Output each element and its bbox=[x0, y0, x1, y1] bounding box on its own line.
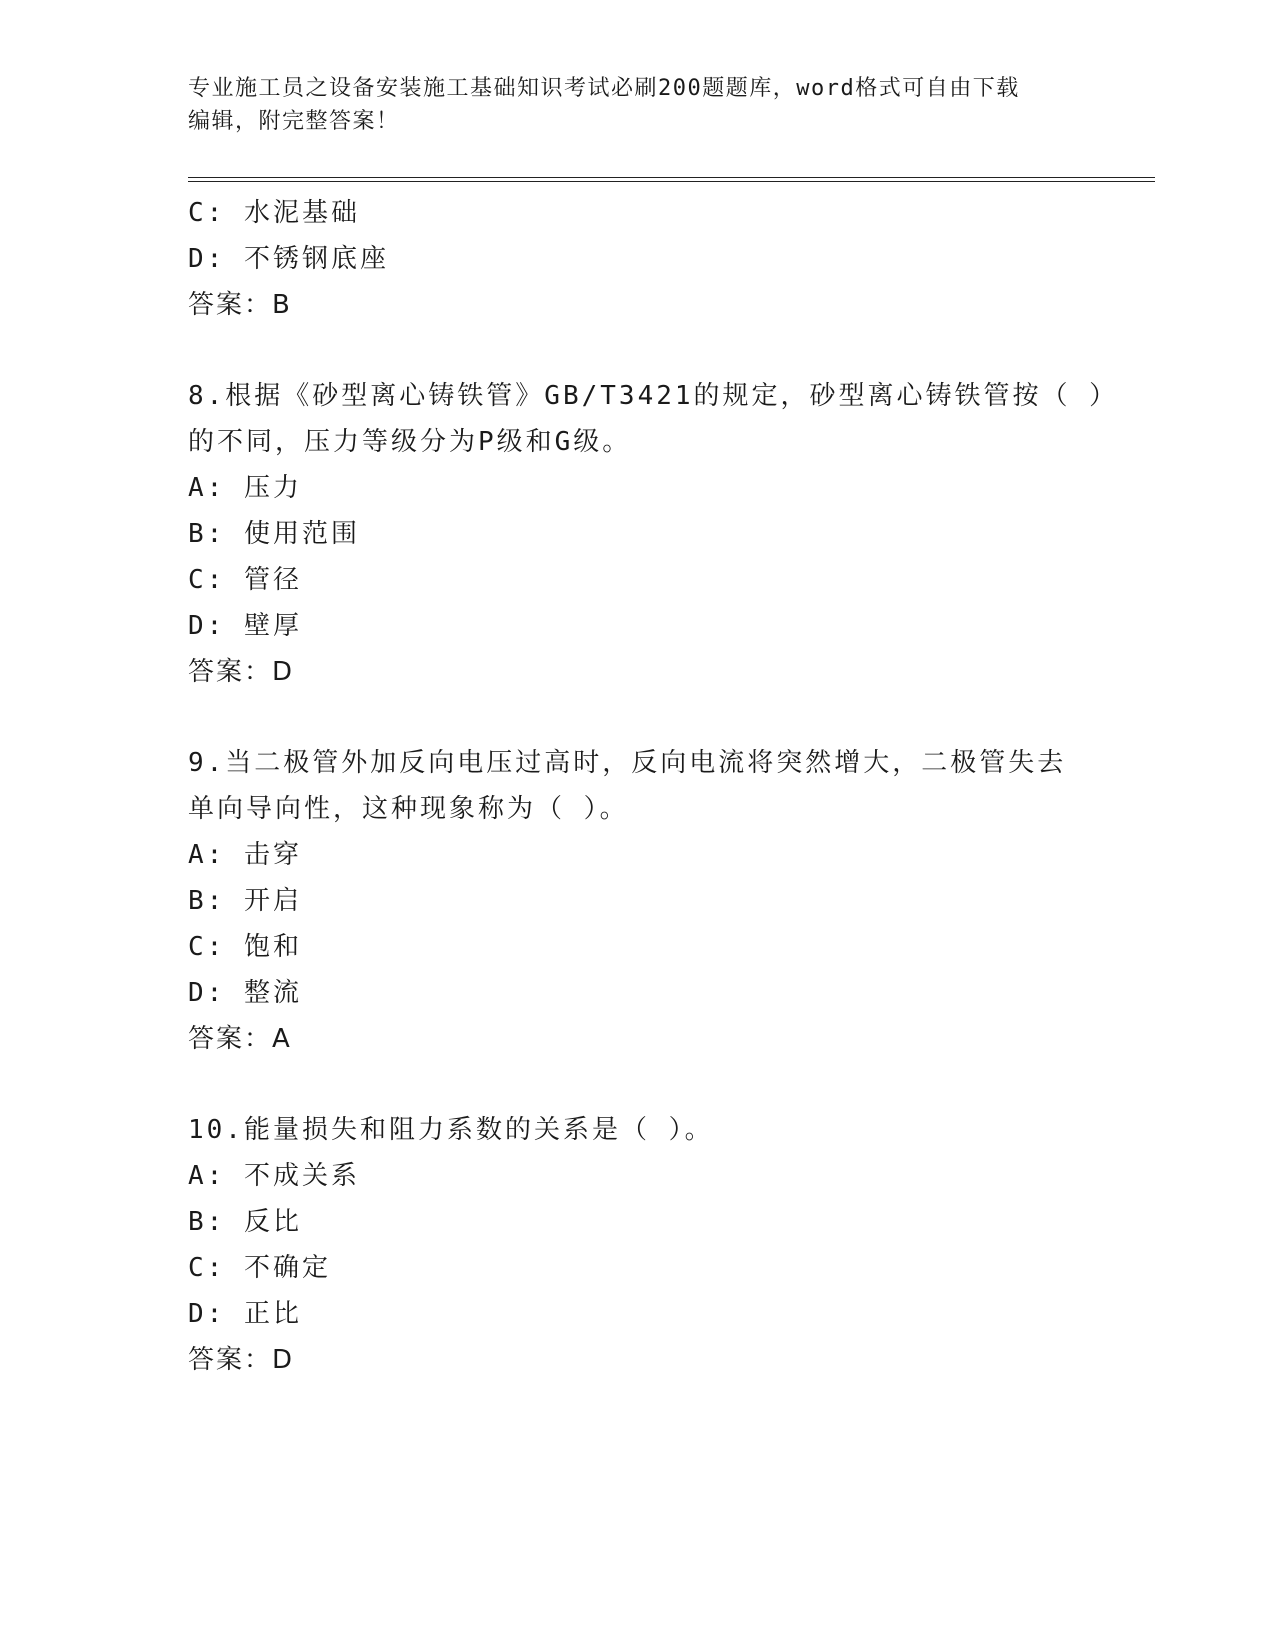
question-stem-line: 的不同，压力等级分为P级和G级。 bbox=[188, 427, 632, 457]
option-d: D: 不锈钢底座 bbox=[188, 244, 389, 274]
question-stem-line: 10.能量损失和阻力系数的关系是（ ）。 bbox=[188, 1115, 714, 1145]
question-block-10 bbox=[188, 1107, 1108, 1383]
option-c: C: 管径 bbox=[188, 565, 302, 595]
option-c: C: 饱和 bbox=[188, 932, 302, 962]
question-list bbox=[188, 190, 1119, 1383]
option-b: B: 反比 bbox=[188, 1207, 302, 1237]
option-c: C: 不确定 bbox=[188, 1253, 331, 1283]
header-line-2: 编辑，附完整答案！ bbox=[188, 109, 400, 134]
page-header bbox=[188, 72, 1068, 138]
answer-line: 答案：D bbox=[188, 657, 295, 687]
option-b: B: 使用范围 bbox=[188, 519, 360, 549]
option-a: A: 压力 bbox=[188, 473, 302, 503]
answer-line: 答案：B bbox=[188, 290, 292, 320]
question-stem-line: 8.根据《砂型离心铸铁管》GB/T3421的规定，砂型离心铸铁管按（ ） bbox=[188, 381, 1119, 411]
question-block-8 bbox=[188, 373, 1119, 695]
question-stem-line: 单向导向性，这种现象称为（ ）。 bbox=[188, 794, 629, 824]
header-line-1: 专业施工员之设备安装施工基础知识考试必刷200题题库，word格式可自由下载 bbox=[188, 76, 1020, 101]
option-a: A: 不成关系 bbox=[188, 1161, 360, 1191]
header-divider bbox=[188, 177, 1155, 182]
question-block-9 bbox=[188, 740, 1108, 1062]
question-stem-line: 9.当二极管外加反向电压过高时，反向电流将突然增大，二极管失去 bbox=[188, 748, 1067, 778]
answer-line: 答案：D bbox=[188, 1345, 295, 1375]
option-b: B: 开启 bbox=[188, 886, 302, 916]
option-a: A: 击穿 bbox=[188, 840, 302, 870]
option-d: D: 整流 bbox=[188, 978, 302, 1008]
question-block-7 bbox=[188, 190, 1108, 328]
option-c: C: 水泥基础 bbox=[188, 198, 360, 228]
answer-line: 答案：A bbox=[188, 1024, 292, 1054]
option-d: D: 壁厚 bbox=[188, 611, 302, 641]
option-d: D: 正比 bbox=[188, 1299, 302, 1329]
